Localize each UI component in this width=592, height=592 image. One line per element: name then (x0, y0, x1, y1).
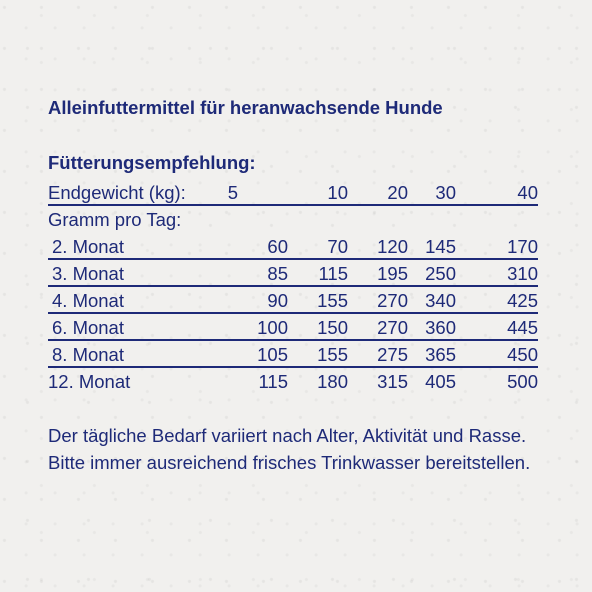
feeding-table (48, 180, 538, 396)
table-row (48, 261, 538, 288)
table-cell: 180 (317, 371, 348, 392)
table-cell: 120 (377, 236, 408, 257)
table-row (48, 369, 538, 396)
table-cell: 445 (507, 317, 538, 338)
table-cell: 365 (425, 344, 456, 365)
table-cell: 310 (507, 263, 538, 284)
table-row (48, 342, 538, 369)
table-cell: 85 (267, 263, 288, 284)
table-cell: 405 (425, 371, 456, 392)
table-cell: 500 (507, 371, 538, 392)
page-title: Alleinfuttermittel für heranwachsende Hunde (48, 97, 443, 118)
feeding-description: Der tägliche Bedarf variiert nach Alter, Aktivität und Rasse. Bitte immer ausreichend frisches Trinkwasser bereitstellen. (48, 425, 531, 473)
table-cell: 115 (318, 263, 348, 284)
table-cell: 60 (267, 236, 288, 257)
table-row (48, 234, 538, 261)
table-cell: 275 (377, 344, 408, 365)
table-cell: 315 (377, 371, 408, 392)
table-cell: 195 (377, 263, 408, 284)
table-cell: 150 (317, 317, 348, 338)
table-cell: 270 (377, 317, 408, 338)
row-label: 4. Monat (52, 290, 124, 311)
row-label: 8. Monat (52, 344, 124, 365)
table-cell: 360 (425, 317, 456, 338)
table-header-row (48, 180, 538, 207)
table-cell: 450 (507, 344, 538, 365)
header-label: Endgewicht (kg): (48, 182, 186, 203)
row-label: 12. Monat (48, 371, 131, 392)
weight-header: 30 (435, 182, 456, 203)
table-cell: 425 (507, 290, 538, 311)
table-cell: 105 (257, 344, 288, 365)
table-cell: 90 (267, 290, 288, 311)
table-subheader-row (48, 207, 538, 234)
table-cell: 115 (258, 371, 288, 392)
weight-header: 10 (327, 182, 348, 203)
weight-header: 40 (517, 182, 538, 203)
table-row (48, 315, 538, 342)
table-cell: 170 (507, 236, 538, 257)
row-label: 2. Monat (52, 236, 124, 257)
weight-header: 20 (387, 182, 408, 203)
weight-header: 5 (227, 182, 238, 203)
table-cell: 70 (327, 236, 348, 257)
subheader-label: Gramm pro Tag: (48, 209, 182, 230)
table-cell: 250 (425, 263, 456, 284)
feeding-recommendation-heading: Fütterungsempfehlung: (48, 152, 256, 173)
table-cell: 270 (377, 290, 408, 311)
row-label: 3. Monat (52, 263, 124, 284)
table-cell: 100 (257, 317, 288, 338)
table-cell: 145 (425, 236, 456, 257)
table-cell: 340 (425, 290, 456, 311)
table-cell: 155 (317, 290, 348, 311)
row-label: 6. Monat (52, 317, 124, 338)
table-row (48, 288, 538, 315)
table-cell: 155 (317, 344, 348, 365)
